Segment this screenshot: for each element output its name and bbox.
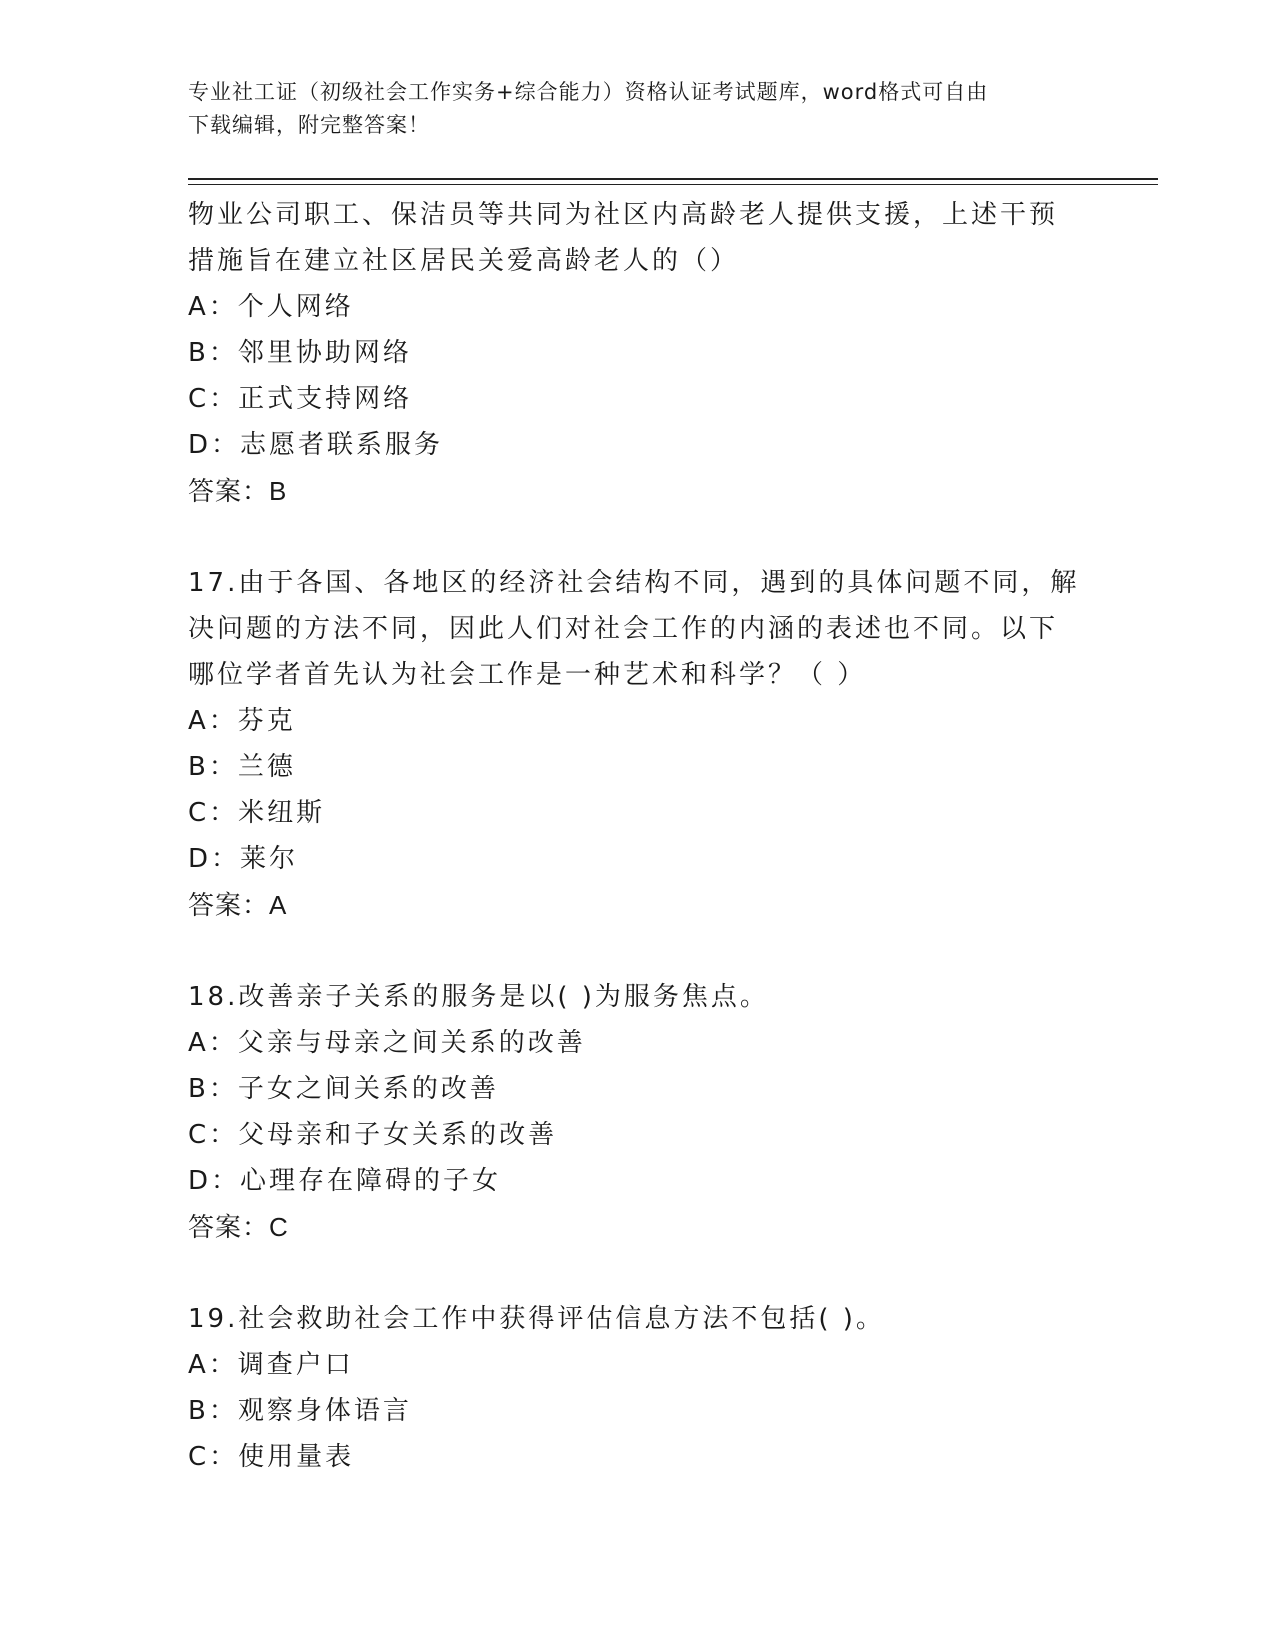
option-c: C：父母亲和子女关系的改善 bbox=[188, 1120, 558, 1150]
option-d: D：志愿者联系服务 bbox=[188, 430, 444, 460]
answer: 答案：A bbox=[188, 890, 288, 920]
answer: 答案：B bbox=[188, 476, 288, 506]
question-block bbox=[188, 192, 1088, 514]
spacer bbox=[188, 928, 1088, 974]
question-text: 17.由于各国、各地区的经济社会结构不同，遇到的具体问题不同，解 bbox=[188, 568, 1080, 598]
document-header bbox=[188, 76, 1088, 142]
option-d: D：心理存在障碍的子女 bbox=[188, 1166, 502, 1196]
option-b: B：观察身体语言 bbox=[188, 1396, 412, 1426]
option-a: A：父亲与母亲之间关系的改善 bbox=[188, 1028, 586, 1058]
question-text: 19.社会救助社会工作中获得评估信息方法不包括( )。 bbox=[188, 1304, 885, 1334]
option-c: C：米纽斯 bbox=[188, 798, 326, 828]
header-divider-thin bbox=[188, 184, 1158, 185]
spacer bbox=[188, 1250, 1088, 1296]
option-d: D：莱尔 bbox=[188, 844, 299, 874]
header-line-2: 下载编辑，附完整答案！ bbox=[188, 113, 430, 137]
option-c: C：使用量表 bbox=[188, 1442, 355, 1472]
option-b: B：子女之间关系的改善 bbox=[188, 1074, 499, 1104]
option-b: B：兰德 bbox=[188, 752, 296, 782]
option-a: A：个人网络 bbox=[188, 292, 354, 322]
header-line-1: 专业社工证（初级社会工作实务+综合能力）资格认证考试题库，word格式可自由 bbox=[188, 80, 989, 104]
option-c: C：正式支持网络 bbox=[188, 384, 413, 414]
question-block bbox=[188, 974, 1088, 1250]
option-b: B：邻里协助网络 bbox=[188, 338, 412, 368]
option-a: A：调查户口 bbox=[188, 1350, 354, 1380]
question-text: 物业公司职工、保洁员等共同为社区内高龄老人提供支援，上述干预 bbox=[188, 200, 1059, 230]
question-text: 哪位学者首先认为社会工作是一种艺术和科学？（ ） bbox=[188, 660, 867, 690]
answer: 答案：C bbox=[188, 1212, 289, 1242]
question-text: 决问题的方法不同，因此人们对社会工作的内涵的表述也不同。以下 bbox=[188, 614, 1059, 644]
question-text: 措施旨在建立社区居民关爱高龄老人的（） bbox=[188, 246, 740, 276]
question-text: 18.改善亲子关系的服务是以( )为服务焦点。 bbox=[188, 982, 769, 1012]
option-a: A：芬克 bbox=[188, 706, 296, 736]
question-block bbox=[188, 560, 1088, 928]
question-block bbox=[188, 1296, 1088, 1480]
question-list bbox=[188, 192, 1088, 1480]
header-divider-thick bbox=[188, 178, 1158, 180]
spacer bbox=[188, 514, 1088, 560]
